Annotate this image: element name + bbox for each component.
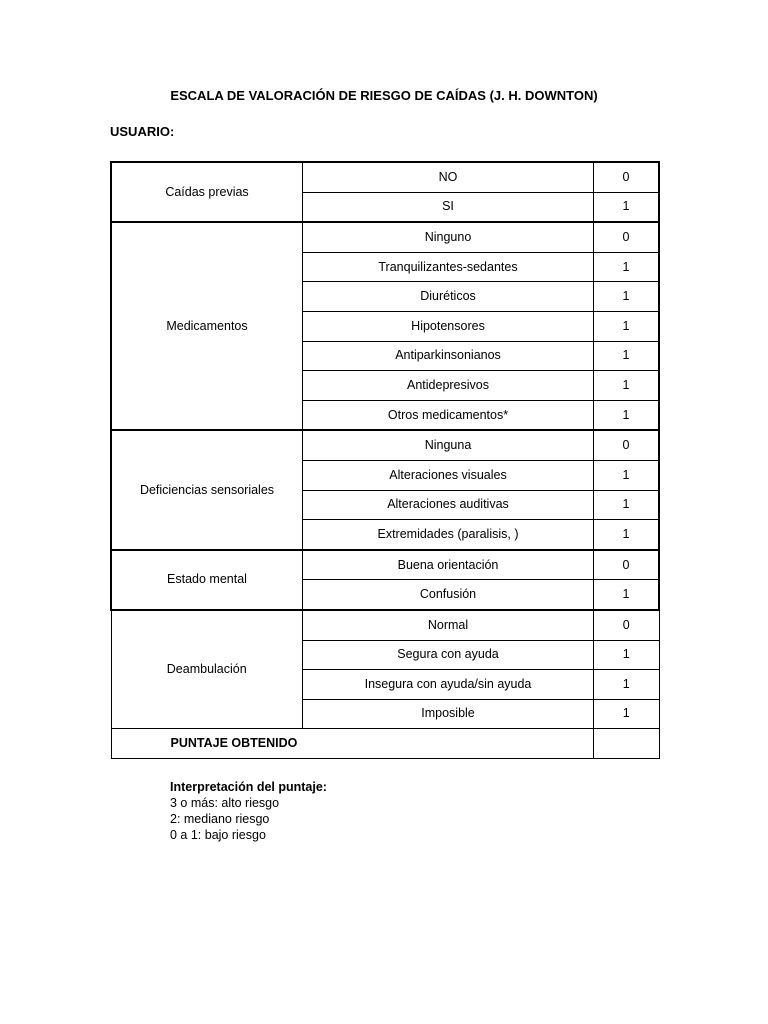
item-cell: SI	[303, 192, 594, 222]
item-cell: Confusión	[303, 580, 594, 610]
total-section	[111, 729, 659, 759]
group-medicamentos	[111, 222, 659, 430]
item-cell: Insegura con ayuda/sin ayuda	[303, 670, 594, 700]
total-row	[111, 729, 659, 759]
risk-scale-table	[110, 161, 660, 759]
score-cell: 1	[594, 580, 660, 610]
score-cell: 0	[594, 430, 660, 460]
table-row	[111, 550, 659, 580]
item-cell: Normal	[303, 610, 594, 640]
item-cell: Alteraciones visuales	[303, 460, 594, 490]
table-row	[111, 162, 659, 192]
interpretation-line: 3 o más: alto riesgo	[170, 796, 280, 810]
user-label: USUARIO:	[110, 124, 175, 139]
score-cell: 1	[594, 371, 660, 401]
score-cell: 1	[594, 490, 660, 520]
item-cell: Ninguno	[303, 222, 594, 252]
table-row	[111, 430, 659, 460]
interpretation-line: 0 a 1: bajo riesgo	[170, 828, 266, 842]
score-cell: 0	[594, 162, 660, 192]
group-deambulacion	[111, 610, 659, 729]
category-cell: Caídas previas	[111, 162, 303, 222]
score-cell: 1	[594, 192, 660, 222]
score-interpretation	[170, 779, 327, 843]
item-cell: Imposible	[303, 699, 594, 729]
score-cell: 1	[594, 282, 660, 312]
score-cell: 1	[594, 341, 660, 371]
item-cell: Tranquilizantes-sedantes	[303, 252, 594, 282]
total-label: PUNTAJE OBTENIDO	[111, 729, 594, 759]
item-cell: Otros medicamentos*	[303, 400, 594, 430]
group-caidas-previas	[111, 162, 659, 222]
document-title: ESCALA DE VALORACIÓN DE RIESGO DE CAÍDAS (J. H. DOWNTON)	[170, 88, 598, 103]
item-cell: Ninguna	[303, 430, 594, 460]
score-cell: 1	[594, 311, 660, 341]
category-cell: Estado mental	[111, 550, 303, 610]
item-cell: Extremidades (paralisis, )	[303, 520, 594, 550]
score-cell: 1	[594, 400, 660, 430]
score-cell: 1	[594, 520, 660, 550]
score-cell: 0	[594, 610, 660, 640]
group-deficiencias-sensoriales	[111, 430, 659, 549]
score-cell: 1	[594, 252, 660, 282]
group-estado-mental	[111, 550, 659, 610]
total-score-field[interactable]	[594, 729, 660, 759]
category-cell: Deambulación	[111, 610, 303, 729]
item-cell: Segura con ayuda	[303, 640, 594, 670]
score-cell: 0	[594, 222, 660, 252]
item-cell: Alteraciones auditivas	[303, 490, 594, 520]
category-cell: Medicamentos	[111, 222, 303, 430]
score-cell: 0	[594, 550, 660, 580]
interpretation-title: Interpretación del puntaje:	[170, 780, 327, 794]
category-cell: Deficiencias sensoriales	[111, 430, 303, 549]
interpretation-line: 2: mediano riesgo	[170, 812, 270, 826]
table-row	[111, 222, 659, 252]
item-cell: Diuréticos	[303, 282, 594, 312]
item-cell: Antiparkinsonianos	[303, 341, 594, 371]
item-cell: Buena orientación	[303, 550, 594, 580]
score-cell: 1	[594, 699, 660, 729]
item-cell: Antidepresivos	[303, 371, 594, 401]
score-cell: 1	[594, 640, 660, 670]
score-cell: 1	[594, 460, 660, 490]
score-cell: 1	[594, 670, 660, 700]
table-row	[111, 610, 659, 640]
item-cell: Hipotensores	[303, 311, 594, 341]
item-cell: NO	[303, 162, 594, 192]
